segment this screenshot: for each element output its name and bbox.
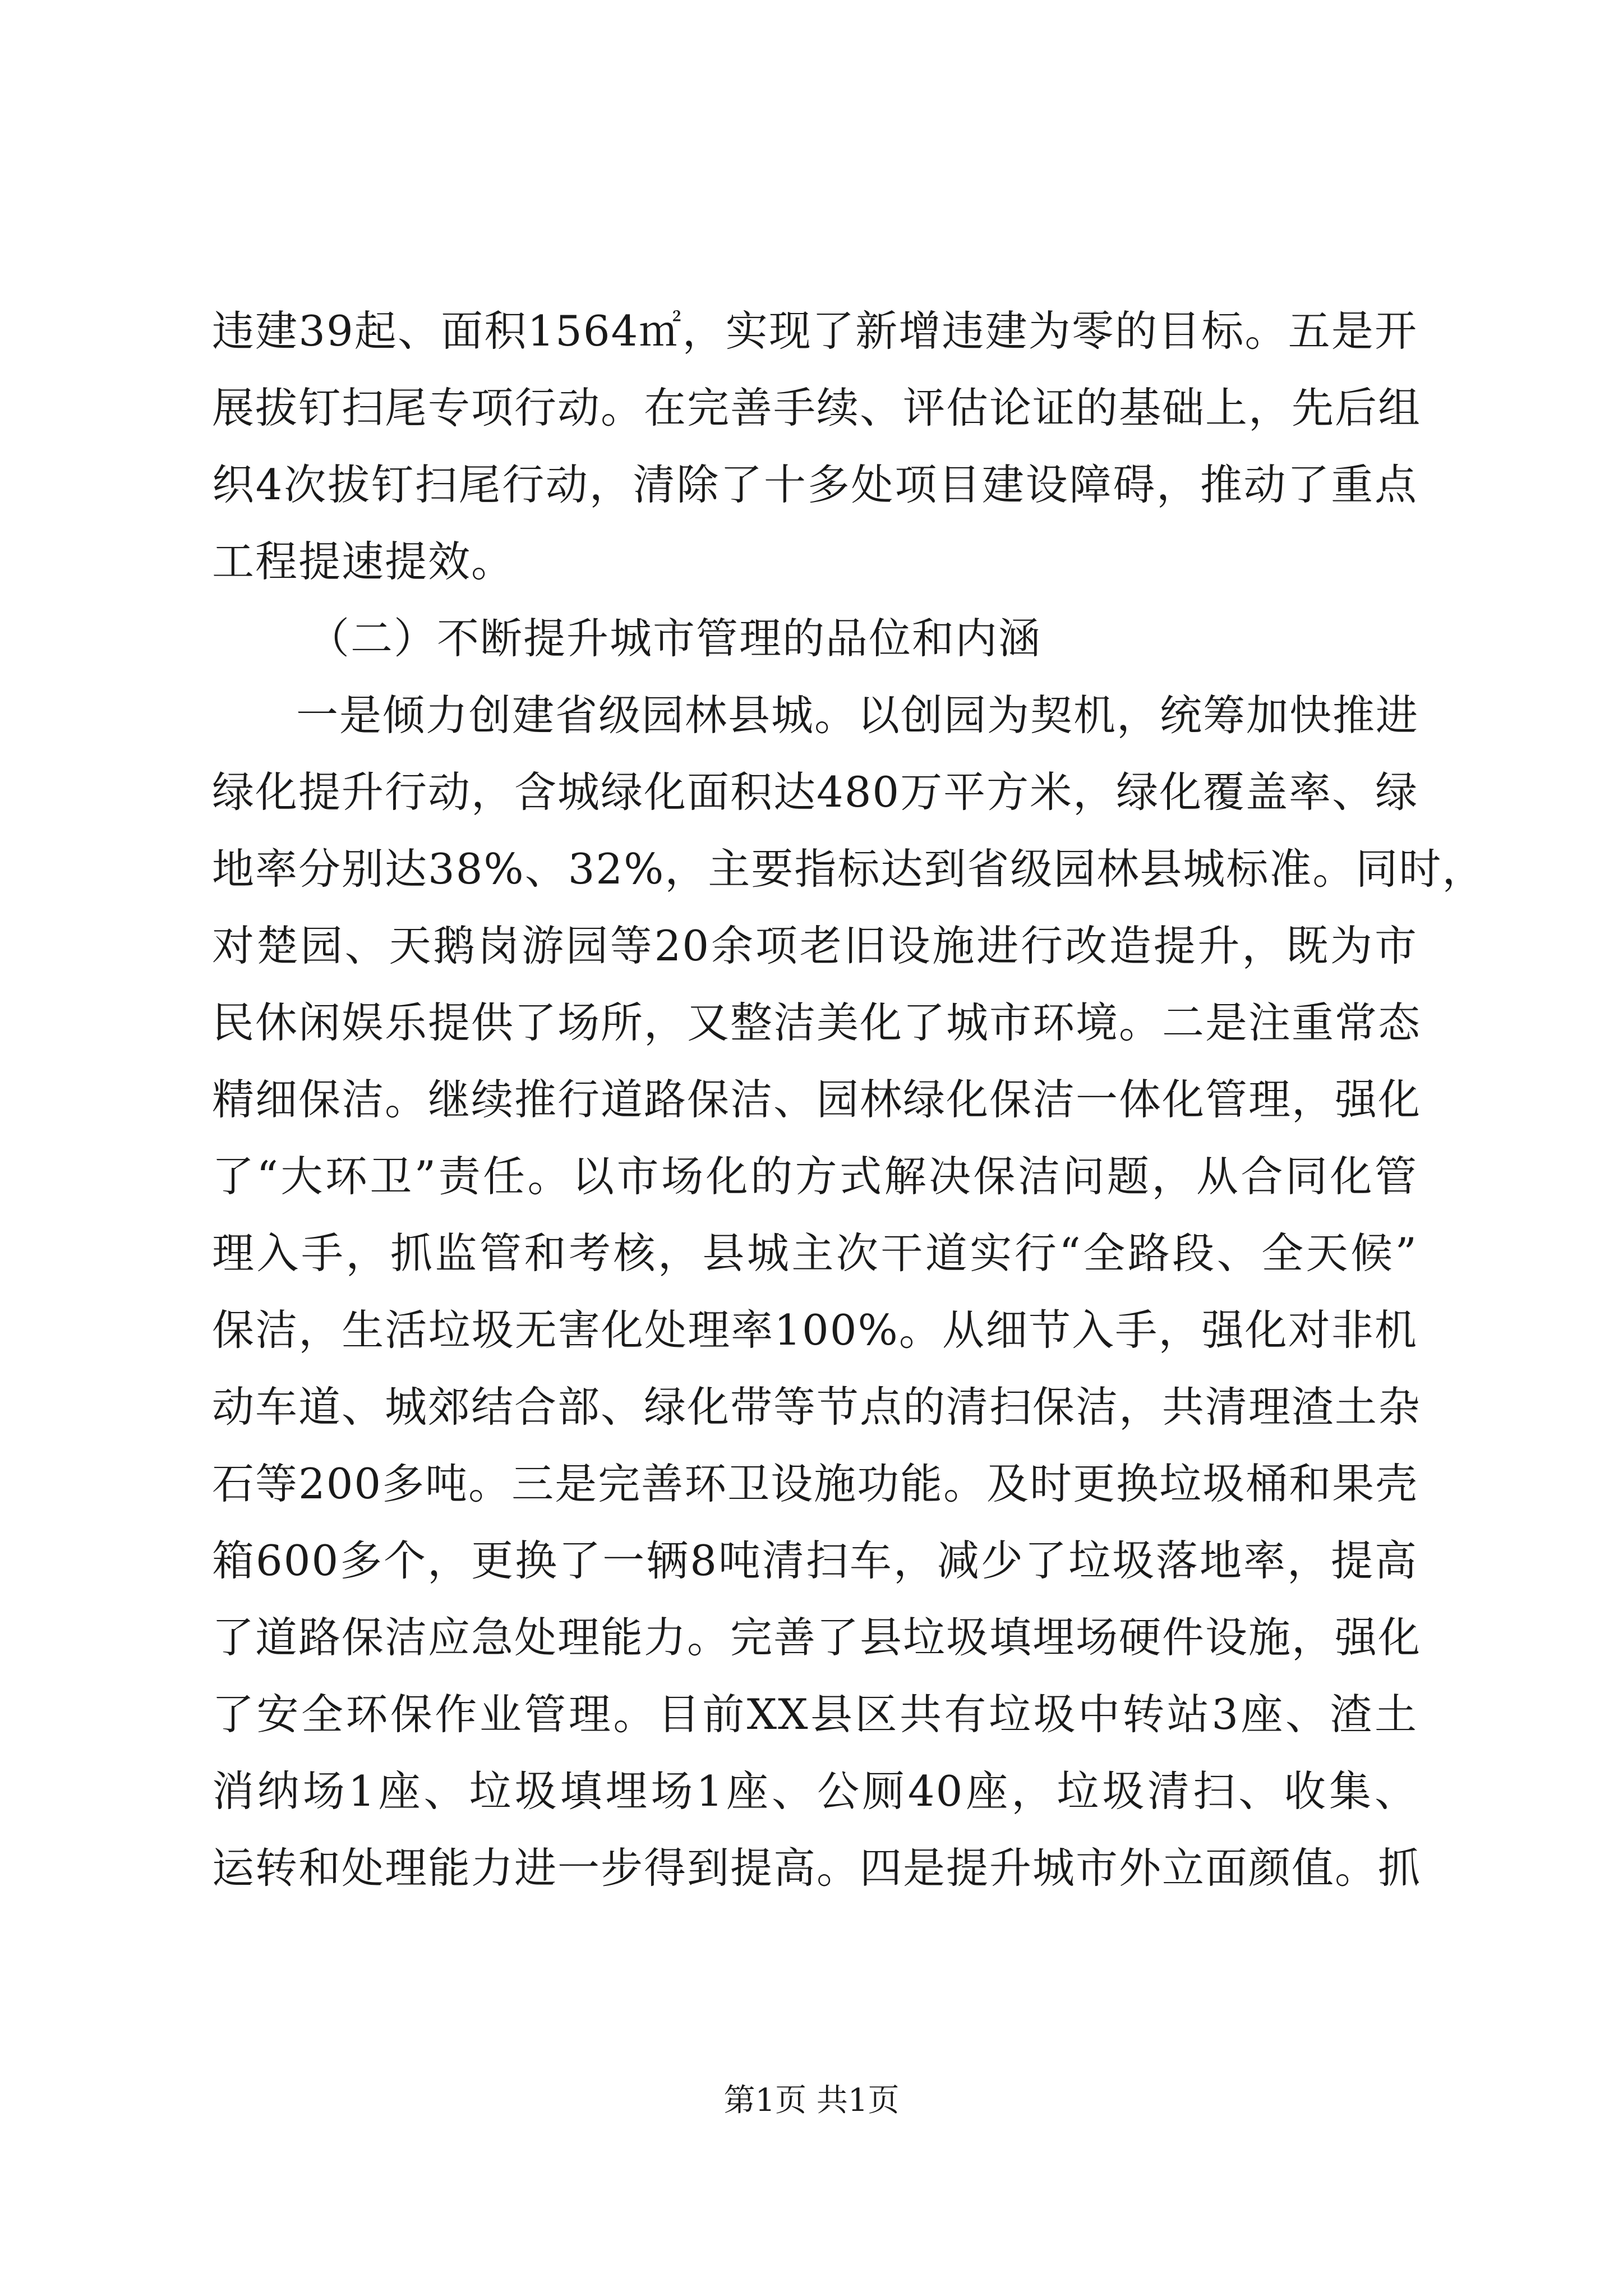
paragraph-line-11: 精细保洁。继续推行道路保洁、园林绿化保洁一体化管理，强化	[212, 1075, 1422, 1124]
paragraph-line-8: 地率分别达38%、32%，主要指标达到省级园林县城标准。同时，	[212, 844, 1486, 894]
paragraph-line-19: 了安全环保作业管理。目前XX县区共有垃圾中转站3座、渣土	[212, 1690, 1418, 1739]
paragraph-line-20: 消纳场1座、垃圾填埋场1座、公厕40座，垃圾清扫、收集、	[212, 1766, 1418, 1816]
paragraph-line-16: 石等200多吨。三是完善环卫设施功能。及时更换垃圾桶和果壳	[212, 1459, 1419, 1508]
paragraph-line-2: 展拔钉扫尾专项行动。在完善手续、评估论证的基础上，先后组	[212, 383, 1422, 432]
paragraph-line-9: 对楚园、天鹅岗游园等20余项老旧设施进行改造提升，既为市	[212, 921, 1418, 970]
paragraph-line-6: 一是倾力创建省级园林县城。以创园为契机，统筹加快推进	[296, 691, 1419, 740]
paragraph-line-21: 运转和处理能力进一步得到提高。四是提升城市外立面颜值。抓	[212, 1843, 1422, 1893]
paragraph-line-17: 箱600多个，更换了一辆8吨清扫车，减少了垃圾落地率，提高	[212, 1536, 1418, 1585]
paragraph-line-12: 了“大环卫”责任。以市场化的方式解决保洁问题，从合同化管	[212, 1152, 1418, 1201]
paragraph-line-13: 理入手，抓监管和考核，县城主次干道实行“全路段、全天候”	[212, 1228, 1418, 1278]
paragraph-line-10: 民休闲娱乐提供了场所，又整洁美化了城市环境。二是注重常态	[212, 998, 1422, 1047]
paragraph-line-14: 保洁，生活垃圾无害化处理率100%。从细节入手，强化对非机	[212, 1305, 1418, 1355]
paragraph-line-7: 绿化提升行动，含城绿化面积达480万平方米，绿化覆盖率、绿	[212, 767, 1419, 817]
paragraph-line-15: 动车道、城郊结合部、绿化带等节点的清扫保洁，共清理渣土杂	[212, 1382, 1422, 1432]
paragraph-line-3: 织4次拔钉扫尾行动，清除了十多处项目建设障碍，推动了重点	[212, 460, 1418, 509]
section-heading: （二）不断提升城市管理的品位和内涵	[307, 614, 1042, 663]
paragraph-line-4: 工程提速提效。	[212, 537, 515, 586]
page-number-footer: 第1页 共1页	[723, 2082, 900, 2119]
paragraph-line-1: 违建39起、面积1564㎡，实现了新增违建为零的目标。五是开	[212, 306, 1418, 356]
paragraph-line-18: 了道路保洁应急处理能力。完善了县垃圾填埋场硬件设施，强化	[212, 1613, 1422, 1662]
